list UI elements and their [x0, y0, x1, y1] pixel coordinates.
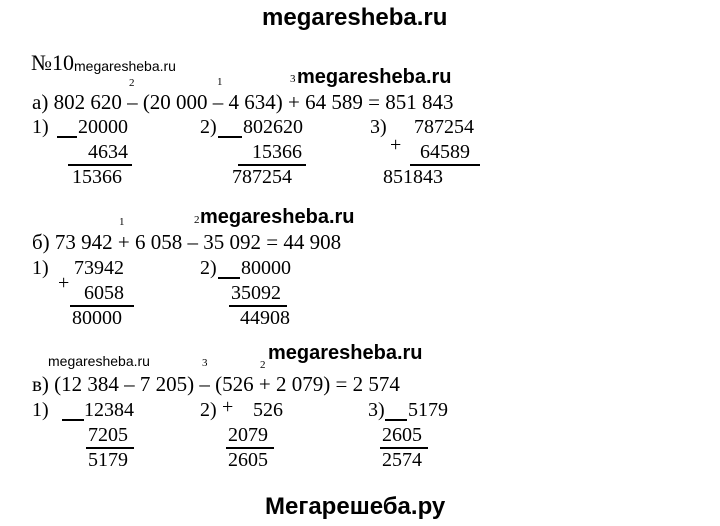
part-b-expression: б) 73 942 + 6 058 – 35 092 = 44 908 [32, 230, 342, 254]
order-mark: 2 [194, 214, 200, 226]
step-bottom: 7205 [88, 424, 128, 446]
part-a-watermark: megaresheba.ru [297, 66, 452, 88]
order-mark: 2 [260, 359, 266, 371]
step-label: 3) [368, 399, 385, 421]
plus-sign: + [58, 272, 70, 294]
step-top: 80000 [241, 257, 291, 279]
step-result: 5179 [88, 449, 128, 471]
step-label: 1) [32, 257, 49, 279]
step-top: 787254 [414, 116, 474, 138]
step-result: 787254 [232, 166, 292, 188]
minus-sign [57, 136, 77, 138]
part-v-small-watermark: megaresheba.ru [48, 353, 150, 369]
step-result: 2574 [382, 449, 422, 471]
step-bottom: 2079 [228, 424, 268, 446]
step-top: 20000 [78, 116, 128, 138]
task-number: №10 [31, 50, 74, 75]
step-top: 5179 [408, 399, 448, 421]
step-result: 15366 [72, 166, 122, 188]
part-v-expression: в) (12 384 – 7 205) – (526 + 2 079) = 2 574 [32, 372, 400, 396]
minus-sign [385, 419, 407, 421]
step-label: 3) [370, 116, 387, 138]
step-label: 2) [200, 116, 217, 138]
plus-sign: + [222, 396, 234, 418]
step-bottom: 35092 [231, 282, 281, 304]
step-result: 44908 [240, 307, 290, 329]
minus-sign [62, 419, 84, 421]
step-bottom: 4634 [88, 141, 128, 163]
part-a-expression: а) 802 620 – (20 000 – 4 634) + 64 589 = 851 843 [32, 90, 454, 114]
step-result: 80000 [72, 307, 122, 329]
order-mark: 1 [119, 216, 125, 228]
step-label: 2) [200, 257, 217, 279]
step-label: 2) [200, 399, 217, 421]
minus-sign [218, 136, 242, 138]
header-watermark: megaresheba.ru [262, 4, 448, 31]
step-bottom: 64589 [420, 141, 470, 163]
step-result: 851843 [383, 166, 443, 188]
part-b-watermark: megaresheba.ru [200, 206, 355, 228]
step-bottom: 15366 [252, 141, 302, 163]
part-v-watermark: megaresheba.ru [268, 342, 423, 364]
order-mark: 2 [129, 77, 135, 89]
step-result: 2605 [228, 449, 268, 471]
title-watermark: megaresheba.ru [74, 58, 176, 74]
step-bottom: 2605 [382, 424, 422, 446]
step-top: 526 [253, 399, 283, 421]
step-top: 12384 [84, 399, 134, 421]
step-bottom: 6058 [84, 282, 124, 304]
step-top: 802620 [243, 116, 303, 138]
plus-sign: + [390, 134, 402, 156]
minus-sign [218, 277, 240, 279]
step-label: 1) [32, 116, 49, 138]
step-label: 1) [32, 399, 49, 421]
order-mark: 3 [290, 73, 296, 85]
footer-watermark: Мегарешеба.ру [265, 493, 446, 520]
order-mark: 1 [217, 76, 223, 88]
order-mark: 3 [202, 357, 208, 369]
step-top: 73942 [74, 257, 124, 279]
